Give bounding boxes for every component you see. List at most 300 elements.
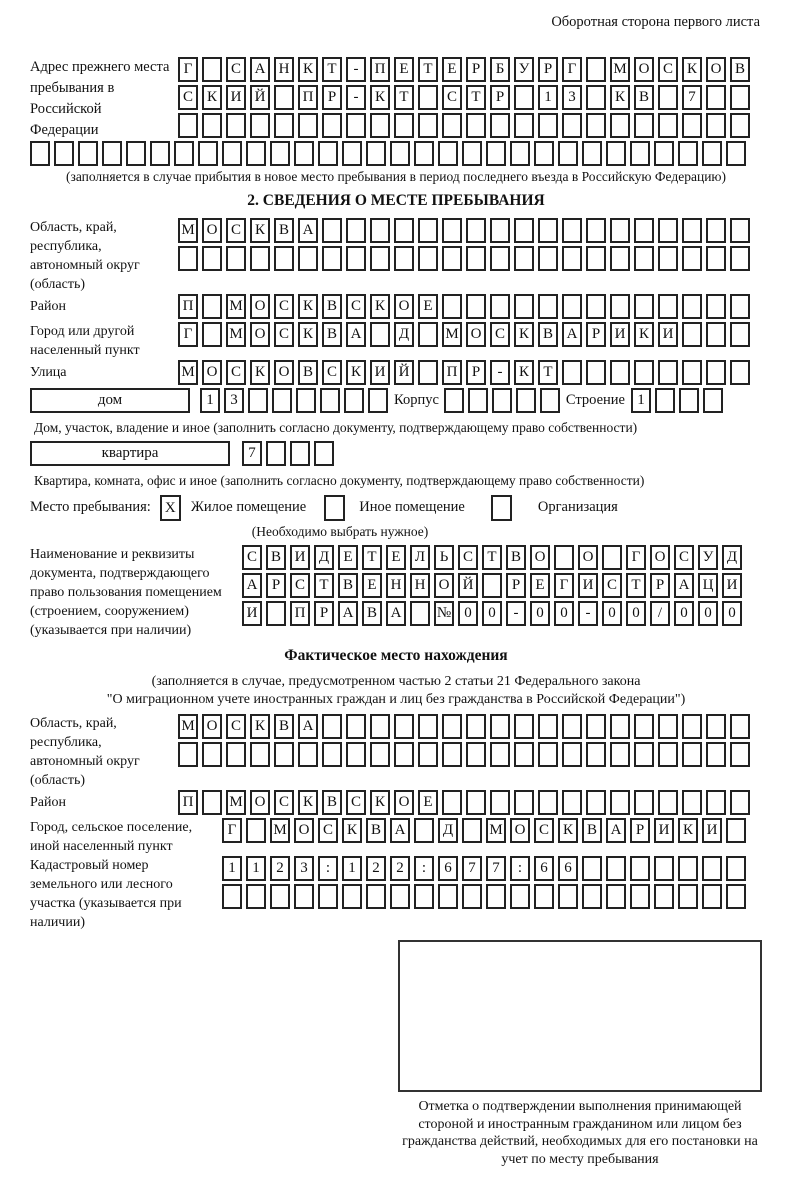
char-box	[558, 884, 578, 909]
char-box	[346, 113, 366, 138]
char-box: С	[346, 790, 366, 815]
char-box: П	[290, 601, 310, 626]
char-box: А	[386, 601, 406, 626]
char-box	[702, 884, 722, 909]
char-box	[492, 388, 512, 413]
char-box: С	[490, 322, 510, 347]
char-box: Р	[630, 818, 650, 843]
char-box	[346, 714, 366, 739]
char-box: Р	[586, 322, 606, 347]
char-box: У	[514, 57, 534, 82]
char-box	[562, 246, 582, 271]
char-box	[298, 246, 318, 271]
char-box: О	[530, 545, 550, 570]
char-box	[322, 113, 342, 138]
char-box	[322, 218, 342, 243]
char-box	[702, 141, 722, 166]
char-box: 0	[554, 601, 574, 626]
char-box	[54, 141, 74, 166]
char-box	[202, 790, 222, 815]
char-box	[726, 884, 746, 909]
char-box	[706, 790, 726, 815]
char-box	[418, 85, 438, 110]
char-box	[678, 884, 698, 909]
char-box	[706, 294, 726, 319]
char-box: С	[442, 85, 462, 110]
char-box: 0	[482, 601, 502, 626]
char-box	[346, 218, 366, 243]
char-box	[202, 113, 222, 138]
char-box: С	[346, 294, 366, 319]
char-box	[610, 742, 630, 767]
option-label-other-premises: Иное помещение	[359, 499, 465, 515]
char-box	[178, 246, 198, 271]
char-box: О	[202, 714, 222, 739]
char-box	[538, 218, 558, 243]
char-box: М	[442, 322, 462, 347]
char-box	[606, 856, 626, 881]
char-box: М	[226, 322, 246, 347]
char-box: 3	[562, 85, 582, 110]
char-box: А	[242, 573, 262, 598]
char-box: С	[458, 545, 478, 570]
char-box: А	[298, 714, 318, 739]
char-box: С	[322, 360, 342, 385]
char-box	[706, 322, 726, 347]
field-street	[30, 360, 762, 388]
prev-address-row-4	[30, 141, 762, 166]
char-box	[586, 85, 606, 110]
document-box-rows	[242, 545, 746, 629]
char-box	[394, 218, 414, 243]
char-box	[418, 714, 438, 739]
field-region	[30, 218, 762, 294]
char-box: Р	[466, 360, 486, 385]
char-box	[658, 714, 678, 739]
char-box	[682, 714, 702, 739]
char-box	[702, 856, 722, 881]
char-box: К	[370, 85, 390, 110]
char-box	[344, 388, 364, 413]
char-box	[586, 294, 606, 319]
char-box	[462, 884, 482, 909]
char-box: И	[610, 322, 630, 347]
char-box	[658, 85, 678, 110]
char-box: В	[298, 360, 318, 385]
char-box: О	[250, 790, 270, 815]
char-box: В	[322, 294, 342, 319]
char-box	[462, 141, 482, 166]
char-box	[706, 714, 726, 739]
char-box: В	[322, 322, 342, 347]
char-box	[514, 294, 534, 319]
char-box	[468, 388, 488, 413]
char-box	[226, 246, 246, 271]
char-box: Г	[554, 573, 574, 598]
char-box: К	[678, 818, 698, 843]
house-type-box: дом	[30, 388, 190, 413]
char-box	[394, 742, 414, 767]
char-box	[370, 742, 390, 767]
char-box	[630, 141, 650, 166]
char-box	[442, 714, 462, 739]
char-box	[582, 884, 602, 909]
char-box	[438, 884, 458, 909]
char-box	[510, 141, 530, 166]
char-box	[658, 113, 678, 138]
char-box: Д	[722, 545, 742, 570]
char-box	[658, 360, 678, 385]
char-box	[274, 85, 294, 110]
char-box: О	[394, 294, 414, 319]
char-box: Д	[438, 818, 458, 843]
char-box: 7	[682, 85, 702, 110]
stay-type-label: Место пребывания:	[30, 499, 151, 515]
char-box: И	[722, 573, 742, 598]
actual-city-row	[222, 818, 750, 843]
actual-location-note-line1: (заполняется в случае, предусмотренном частью 2 статьи 21 Федерального закона	[151, 674, 641, 689]
char-box: М	[226, 790, 246, 815]
char-box: Р	[314, 601, 334, 626]
char-box	[466, 246, 486, 271]
char-box: И	[658, 322, 678, 347]
char-box: 3	[294, 856, 314, 881]
district-row	[178, 294, 754, 319]
char-box	[562, 113, 582, 138]
checkbox-residential: X	[160, 495, 181, 521]
char-box: К	[514, 322, 534, 347]
char-box	[610, 113, 630, 138]
prev-address-row-2	[178, 85, 754, 110]
field-city	[30, 322, 762, 360]
char-box: К	[346, 360, 366, 385]
char-box	[322, 714, 342, 739]
char-box	[466, 218, 486, 243]
char-box	[706, 113, 726, 138]
char-box	[414, 884, 434, 909]
char-box: Ц	[698, 573, 718, 598]
char-box	[706, 246, 726, 271]
char-box: 1	[342, 856, 362, 881]
char-box: М	[486, 818, 506, 843]
char-box: :	[510, 856, 530, 881]
char-box	[562, 742, 582, 767]
char-box	[706, 85, 726, 110]
char-box	[730, 218, 750, 243]
char-box	[490, 714, 510, 739]
prev-address-label: Адрес прежнего места пребывания в Российской Федерации	[30, 59, 170, 138]
char-box: Т	[418, 57, 438, 82]
char-box	[634, 790, 654, 815]
char-box	[682, 742, 702, 767]
char-box: И	[226, 85, 246, 110]
char-box	[514, 714, 534, 739]
char-box: С	[290, 573, 310, 598]
char-box: А	[606, 818, 626, 843]
char-box: К	[250, 218, 270, 243]
char-box	[346, 742, 366, 767]
char-box: К	[298, 294, 318, 319]
char-box	[706, 742, 726, 767]
cadastral-box-rows	[222, 856, 750, 909]
char-box	[606, 141, 626, 166]
char-box	[679, 388, 699, 413]
actual-location-note-line2: "О миграционном учете иностранных граждан и лиц без гражданства в Российской Федерации")	[106, 692, 686, 707]
char-box: М	[178, 360, 198, 385]
char-box	[370, 113, 390, 138]
char-box	[442, 218, 462, 243]
document-label: Наименование и реквизиты документа, подтверждающего право пользования помещением (строением, сооружением) (указывается при наличии)	[30, 547, 222, 638]
char-box: 0	[458, 601, 478, 626]
char-box	[266, 601, 286, 626]
house-row	[30, 388, 762, 416]
char-box	[178, 742, 198, 767]
confirmation-stamp-box	[398, 940, 762, 1092]
char-box: А	[346, 322, 366, 347]
char-box	[562, 360, 582, 385]
char-box	[634, 294, 654, 319]
char-box: К	[342, 818, 362, 843]
char-box: В	[322, 790, 342, 815]
char-box	[634, 246, 654, 271]
char-box: Е	[362, 573, 382, 598]
char-box: К	[298, 322, 318, 347]
char-box	[682, 113, 702, 138]
prev-address-box-rows	[178, 57, 754, 141]
char-box: М	[270, 818, 290, 843]
char-box: Й	[250, 85, 270, 110]
char-box: :	[414, 856, 434, 881]
char-box: -	[346, 85, 366, 110]
char-box: У	[698, 545, 718, 570]
char-box: Г	[562, 57, 582, 82]
char-box: Р	[506, 573, 526, 598]
char-box: М	[610, 57, 630, 82]
char-box: О	[202, 360, 222, 385]
char-box: Е	[418, 294, 438, 319]
char-box	[490, 294, 510, 319]
char-box: Р	[266, 573, 286, 598]
char-box: В	[274, 714, 294, 739]
char-box: П	[442, 360, 462, 385]
char-box	[514, 113, 534, 138]
char-box	[222, 141, 242, 166]
char-box	[634, 714, 654, 739]
char-box	[610, 360, 630, 385]
char-box	[490, 742, 510, 767]
char-box	[294, 141, 314, 166]
char-box	[634, 360, 654, 385]
house-number-boxes	[200, 388, 392, 413]
char-box: 7	[242, 441, 262, 466]
char-box: Р	[466, 57, 486, 82]
char-box: 0	[602, 601, 622, 626]
char-box: 0	[674, 601, 694, 626]
char-box	[682, 294, 702, 319]
char-box: Е	[386, 545, 406, 570]
char-box	[630, 884, 650, 909]
char-box	[586, 742, 606, 767]
char-box: И	[242, 601, 262, 626]
char-box	[703, 388, 723, 413]
char-box: С	[226, 714, 246, 739]
korpus-label: Корпус	[394, 392, 439, 408]
char-box: С	[274, 790, 294, 815]
char-box: О	[202, 218, 222, 243]
char-box	[730, 294, 750, 319]
char-box	[538, 294, 558, 319]
char-box	[394, 714, 414, 739]
char-box: Е	[530, 573, 550, 598]
char-box	[514, 85, 534, 110]
char-box: 1	[200, 388, 220, 413]
checkbox-other-premises	[324, 495, 345, 521]
char-box	[368, 388, 388, 413]
char-box	[246, 141, 266, 166]
prev-address-row-1	[178, 57, 754, 82]
char-box	[202, 57, 222, 82]
char-box	[270, 884, 290, 909]
char-box	[682, 360, 702, 385]
char-box: К	[250, 360, 270, 385]
stroenie-boxes	[631, 388, 727, 413]
char-box: Б	[490, 57, 510, 82]
char-box: В	[274, 218, 294, 243]
char-box	[482, 573, 502, 598]
char-box	[582, 141, 602, 166]
char-box	[726, 141, 746, 166]
char-box: Т	[394, 85, 414, 110]
char-box	[390, 141, 410, 166]
char-box: С	[274, 322, 294, 347]
char-box	[442, 790, 462, 815]
char-box: Т	[538, 360, 558, 385]
apartment-number-boxes	[242, 441, 338, 466]
char-box	[610, 790, 630, 815]
char-box	[290, 441, 310, 466]
char-box: -	[578, 601, 598, 626]
char-box	[538, 113, 558, 138]
char-box	[370, 218, 390, 243]
char-box: Е	[442, 57, 462, 82]
actual-location-title: Фактическое место нахождения	[284, 647, 508, 664]
char-box: В	[266, 545, 286, 570]
char-box: В	[730, 57, 750, 82]
char-box	[250, 246, 270, 271]
actual-region-label: Область, край, республика, автономный округ (область)	[30, 716, 140, 788]
char-box	[342, 141, 362, 166]
char-box	[658, 294, 678, 319]
char-box	[294, 884, 314, 909]
char-box	[226, 113, 246, 138]
char-box	[266, 441, 286, 466]
char-box	[366, 884, 386, 909]
char-box	[150, 141, 170, 166]
char-box: Т	[362, 545, 382, 570]
char-box: Н	[410, 573, 430, 598]
char-box: С	[534, 818, 554, 843]
char-box	[250, 113, 270, 138]
char-box	[418, 113, 438, 138]
char-box: О	[706, 57, 726, 82]
char-box	[682, 322, 702, 347]
char-box	[298, 113, 318, 138]
char-box: Л	[410, 545, 430, 570]
actual-region-row-2	[178, 742, 754, 767]
char-box	[706, 218, 726, 243]
char-box	[654, 884, 674, 909]
char-box: Т	[322, 57, 342, 82]
actual-city-label: Город, сельское поселение, иной населенный пункт	[30, 820, 193, 854]
char-box: Е	[418, 790, 438, 815]
char-box	[466, 714, 486, 739]
char-box	[490, 246, 510, 271]
char-box: А	[298, 218, 318, 243]
cadastral-row-2	[222, 884, 750, 909]
char-box: В	[366, 818, 386, 843]
char-box: 6	[438, 856, 458, 881]
char-box: О	[434, 573, 454, 598]
char-box	[682, 246, 702, 271]
actual-district-row	[178, 790, 754, 815]
char-box: К	[250, 714, 270, 739]
char-box	[534, 141, 554, 166]
char-box	[418, 360, 438, 385]
char-box: В	[506, 545, 526, 570]
char-box: 2	[366, 856, 386, 881]
char-box	[730, 360, 750, 385]
char-box: С	[602, 573, 622, 598]
char-box	[538, 742, 558, 767]
char-box: Е	[394, 57, 414, 82]
char-box	[730, 322, 750, 347]
char-box	[682, 218, 702, 243]
char-box: 1	[222, 856, 242, 881]
char-box	[558, 141, 578, 166]
char-box	[534, 884, 554, 909]
char-box: О	[274, 360, 294, 385]
char-box	[442, 742, 462, 767]
char-box	[442, 246, 462, 271]
char-box	[274, 742, 294, 767]
char-box: К	[634, 322, 654, 347]
char-box: -	[346, 57, 366, 82]
char-box: Д	[314, 545, 334, 570]
char-box	[270, 141, 290, 166]
char-box: И	[290, 545, 310, 570]
char-box: С	[178, 85, 198, 110]
char-box: Р	[322, 85, 342, 110]
house-note: Дом, участок, владение и иное (заполнить согласно документу, подтверждающему право собственности)	[34, 420, 638, 435]
char-box: К	[682, 57, 702, 82]
char-box: Т	[314, 573, 334, 598]
char-box	[246, 884, 266, 909]
char-box	[606, 884, 626, 909]
document-row-2	[242, 573, 746, 598]
city-row	[178, 322, 754, 347]
char-box: Н	[386, 573, 406, 598]
char-box: К	[298, 790, 318, 815]
char-box: 6	[558, 856, 578, 881]
checkbox-organization	[491, 495, 512, 521]
char-box: А	[390, 818, 410, 843]
char-box: 0	[698, 601, 718, 626]
apartment-type-box: квартира	[30, 441, 230, 466]
field-document	[30, 545, 762, 640]
char-box: В	[362, 601, 382, 626]
char-box	[678, 856, 698, 881]
field-cadastral	[30, 856, 762, 932]
